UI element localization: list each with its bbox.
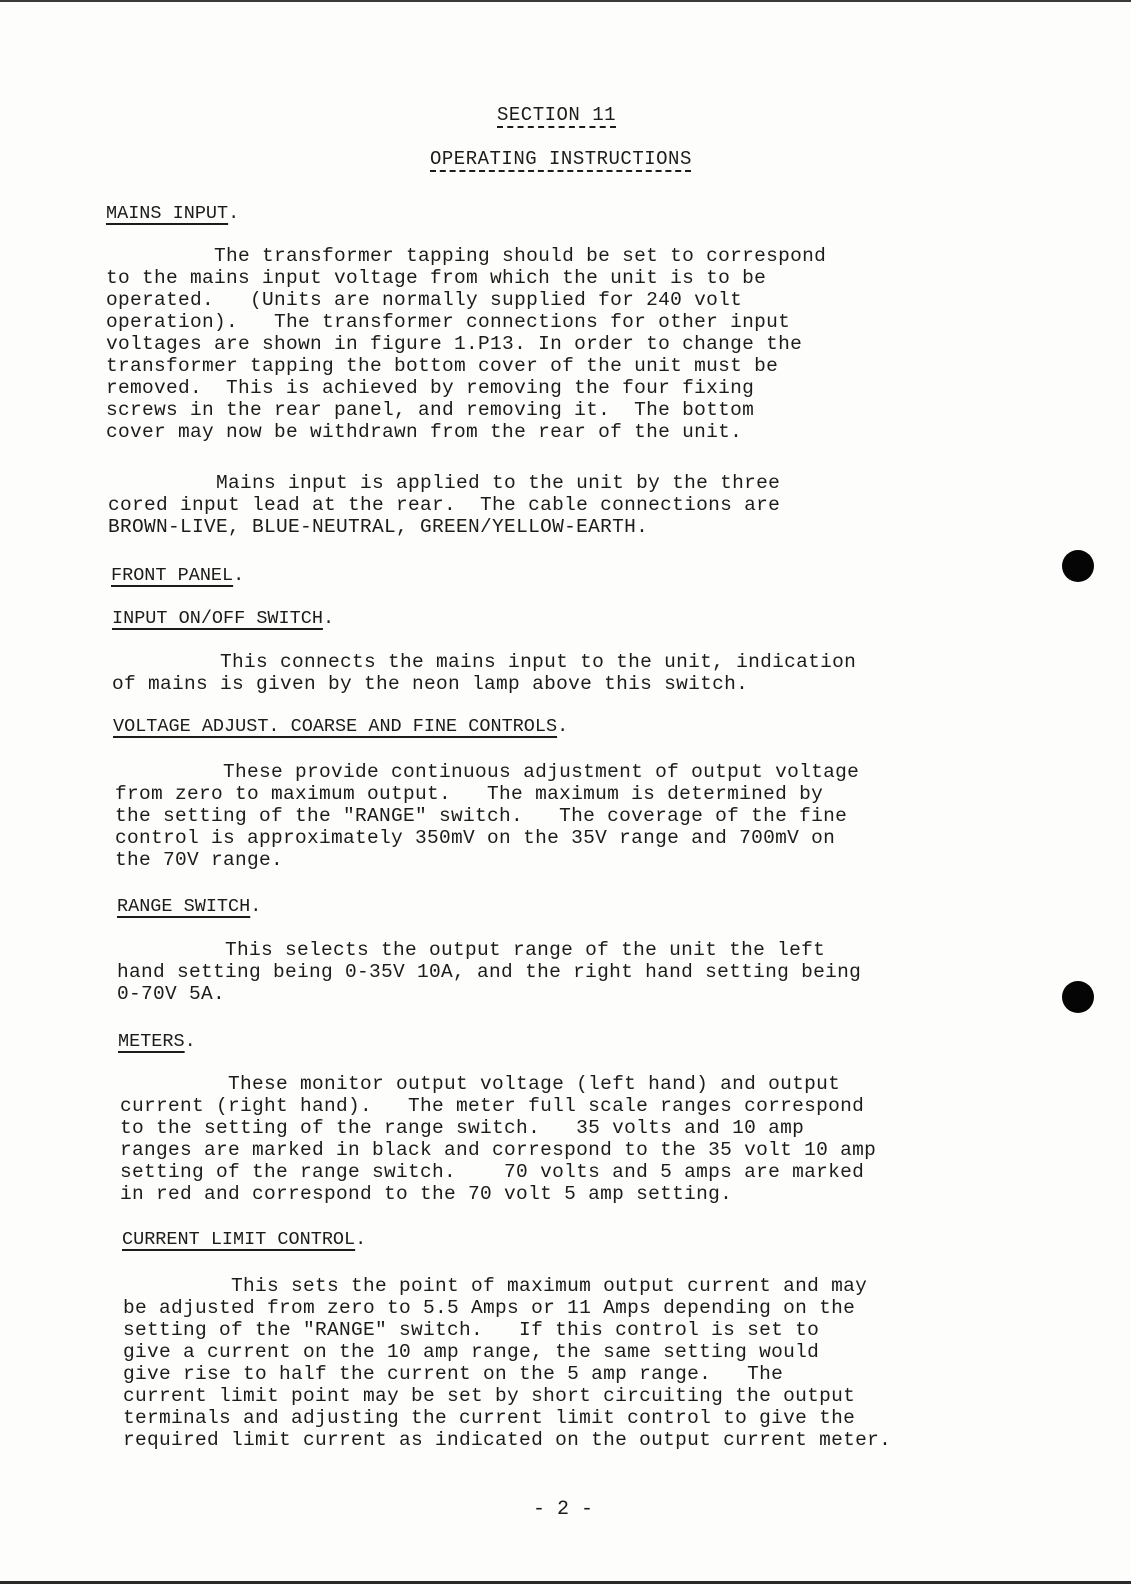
heading-voltage-adjust-text: VOLTAGE ADJUST. COARSE AND FINE CONTROLS <box>113 716 558 737</box>
document-subtitle <box>430 148 692 170</box>
scan-edge-top <box>0 0 1131 2</box>
paragraph-meters: These monitor output voltage (left hand) and output current (right hand). The meter full scale ranges correspond to the setting of the range switch. 35 volts and 10 amp ranges are marked in black and correspond to the 35 volt 10 amp setting of the range switch. 70 volts and 5 amps are marked in red and correspond to the 70 volt 5 amp setting. <box>120 1073 877 1205</box>
paragraph-range-switch: This selects the output range of the unit the left hand setting being 0-35V 10A, and the right hand setting being 0-70V 5A. <box>117 939 862 1005</box>
heading-mains-input: MAINS INPUT. <box>106 203 240 224</box>
heading-range-switch: RANGE SWITCH. <box>117 896 262 917</box>
heading-voltage-adjust: VOLTAGE ADJUST. COARSE AND FINE CONTROLS. <box>113 716 569 737</box>
heading-input-switch-text: INPUT ON/OFF SWITCH <box>112 608 323 629</box>
heading-mains-input-text: MAINS INPUT <box>106 203 229 224</box>
section-title <box>497 104 616 126</box>
heading-front-panel-text: FRONT PANEL <box>111 565 234 586</box>
heading-meters-text: METERS <box>118 1031 185 1052</box>
punch-hole-lower <box>1062 981 1094 1013</box>
heading-meters: METERS. <box>118 1031 196 1052</box>
heading-current-limit-text: CURRENT LIMIT CONTROL <box>122 1229 356 1250</box>
heading-input-switch: INPUT ON/OFF SWITCH. <box>112 608 335 629</box>
heading-current-limit: CURRENT LIMIT CONTROL. <box>122 1229 367 1250</box>
paragraph-input-switch: This connects the mains input to the unit, indication of mains is given by the neon lamp above this switch. <box>112 651 857 695</box>
document-subtitle-text: OPERATING INSTRUCTIONS <box>430 148 692 170</box>
heading-range-switch-text: RANGE SWITCH <box>117 896 251 917</box>
punch-hole-upper <box>1062 550 1094 582</box>
heading-front-panel: FRONT PANEL. <box>111 565 245 586</box>
paragraph-mains-input-1: The transformer tapping should be set to correspond to the mains input voltage from which the unit is to be operated. (Units are normally supplied for 240 volt operation). The transformer connections for other input voltages are shown in figure 1.P13. In order to change the transformer tapping the bottom cover of the unit must be removed. This is achieved by removing the four fixing screws in the rear panel, and removing it. The bottom cover may now be withdrawn from the rear of the unit. <box>106 245 827 443</box>
section-title-text: SECTION 11 <box>497 104 617 126</box>
paragraph-current-limit: This sets the point of maximum output current and may be adjusted from zero to 5.5 Amps or 11 Amps depending on the setting of the "RANGE" switch. If this control is set to give a current on the 10 amp range, the same setting would give rise to half the current on the 5 amp range. The current limit point may be set by short circuiting the output terminals and adjusting the current limit control to give the required limit current as indicated on the output current meter. <box>123 1275 892 1451</box>
page-number: - 2 - <box>533 1498 594 1521</box>
paragraph-voltage-adjust: These provide continuous adjustment of output voltage from zero to maximum output. The maximum is determined by the setting of the "RANGE" switch. The coverage of the fine control is approximately 350mV on the 35V range and 700mV on the 70V range. <box>115 761 860 871</box>
paragraph-mains-input-2: Mains input is applied to the unit by the three cored input lead at the rear. The cable connections are BROWN-LIVE, BLUE-NEUTRAL, GREEN/YELLOW-EARTH. <box>108 472 781 538</box>
